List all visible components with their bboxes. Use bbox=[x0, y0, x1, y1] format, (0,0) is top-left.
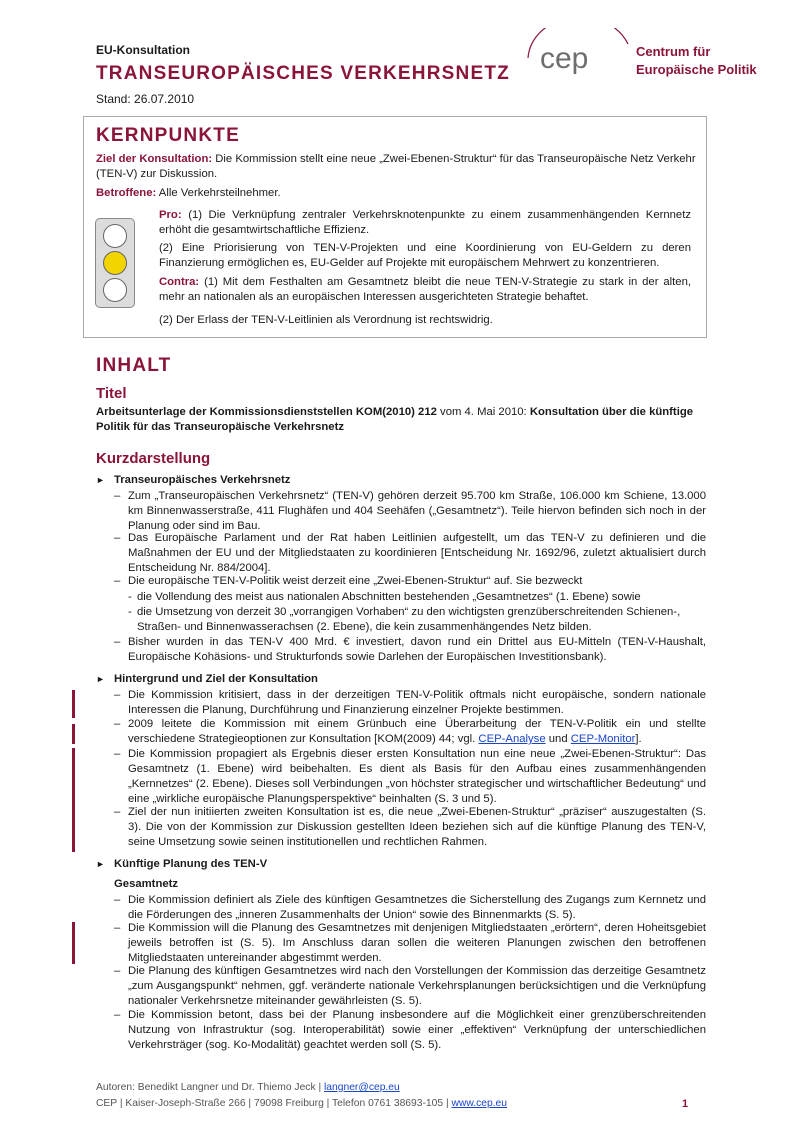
list-item: – Die Kommission betont, dass bei der Planung insbesondere auf die Möglichkeit einer grenzüberschreitenden Nutzung von Infrastruktur (sog. Interoperabilität) sowie einer „effektiven“ Verknüpfung der unterschiedlichen Verkehrsträger (sog. Ko-Modalität) geachtet werden soll (S. 5). bbox=[114, 1009, 706, 1051]
list-item-text: Die Kommission definiert als Ziele des künftigen Gesamtnetzes die Sicherstellung des Zugangs zum Kernnetz und die Förderungen des „inneren Zusammenhalts der Union“ sowie des Binnenmarkts (S. 5). bbox=[128, 894, 706, 921]
bullet-arrow-icon: ► bbox=[96, 859, 105, 869]
sub-list-item: - die Umsetzung von derzeit 30 „vorrangigen Vorhaben“ zu den wichtigsten grenzüberschreitenden Schienen-, Straßen- und Binnenwasserachsen (2. Ebene), die kein zusammenhängendes Netz bilden. bbox=[128, 605, 706, 635]
sub-list-item: - die Vollendung des meist aus nationalen Abschnitten bestehenden „Gesamtnetzes“ (1. Ebene) sowie bbox=[128, 590, 706, 605]
bullet-arrow-icon: ► bbox=[96, 475, 105, 485]
list-item: – Die Kommission definiert als Ziele des künftigen Gesamtnetzes die Sicherstellung des Zugangs zum Kernnetz und die Förderungen des „inneren Zusammenhalts der Union“ sowie des Binnenmarkts (S. 5). bbox=[114, 894, 706, 921]
footer-authors-text: Autoren: Benedikt Langner und Dr. Thiemo Jeck | bbox=[96, 1082, 325, 1093]
list-item: – 2009 leitete die Kommission mit einem Grünbuch eine Überarbeitung der TEN-V-Politik ein und stellte verschiedene Strategieoptionen zur Konsultation [KOM(2009) 44; vgl. CEP-Analyse und CEP-Monitor]. bbox=[114, 718, 706, 745]
kurzdarstellung-heading: Kurzdarstellung bbox=[96, 450, 211, 467]
contra-1-text: (1) Mit dem Festhalten am Gesamtnetz bleibt die neue TEN-V-Strategie zu stark in der alten, mehr an nationalen als an europäischen Interessen ausgerichteten Strategie behaftet. bbox=[159, 276, 691, 303]
pro-1-text: (1) Die Verknüpfung zentraler Verkehrsknotenpunkte zu einem zusammenhängenden Kernnetz erhöht die gesamtwirtschaftliche Effizienz. bbox=[159, 209, 692, 236]
inhalt-heading: INHALT bbox=[96, 355, 172, 376]
list-item: – Zum „Transeuropäischen Verkehrsnetz“ (TEN-V) gehören derzeit 95.700 km Straße, 106.000 km Schiene, 13.000 km Binnenwasserstraße, 411 Flughäfen und 404 Seehäfen („Gesamtnetz“). Teile hiervon befinden sich noch in der Planung oder sind im Bau. bbox=[114, 490, 706, 532]
list-item: – Die Planung des künftigen Gesamtnetzes wird nach den Vorstellungen der Kommission das derzeitige Gesamtnetz „zum Ausgangspunkt“ nehmen, ggf. veränderte nationale Verkehrsplanungen berücksichtigen und die Verknüpfung nationaler Verkehrsnetze miteinander gewährleisten (S. 5). bbox=[114, 965, 706, 1007]
list-item-text-part: ]. bbox=[635, 733, 642, 745]
author-email-link[interactable]: langner@cep.eu bbox=[324, 1082, 400, 1093]
footer-address-text: CEP | Kaiser-Joseph-Straße 266 | 79098 Freiburg | Telefon 0761 38693-105 | bbox=[96, 1098, 452, 1109]
header-kind: EU-Konsultation bbox=[96, 43, 190, 57]
list-item-text: Die Kommission will die Planung des Gesamtnetzes mit denjenigen Mitgliedstaaten „erörtern“, deren Hoheitsgebiet jeweils betroffen ist (S. 5). Im Anschluss daran sollen die weiteren Planungen zwischen den betroffenen Mitgliedstaaten untereinander abgestimmt werden. bbox=[128, 922, 706, 964]
sub-list-item-text: die Umsetzung von derzeit 30 „vorrangigen Vorhaben“ zu den wichtigsten grenzüberschreitenden Schienen-, Straßen- und Binnenwasserachsen (2. Ebene), die kein zusammenhängendes Netz bilden. bbox=[137, 606, 681, 633]
list-item: – Die Kommission will die Planung des Gesamtnetzes mit denjenigen Mitgliedstaaten „erörtern“, deren Hoheitsgebiet jeweils betroffen ist (S. 5). Im Anschluss daran sollen die weiteren Planungen zwischen den betroffenen Mitgliedstaaten untereinander abgestimmt werden. bbox=[114, 922, 706, 964]
document-date: Stand: 26.07.2010 bbox=[96, 92, 195, 106]
kernpunkte-heading: KERNPUNKTE bbox=[96, 125, 240, 146]
contra-1 bbox=[159, 275, 691, 305]
ziel-paragraph bbox=[96, 152, 696, 182]
bullet-arrow-icon: ► bbox=[96, 674, 105, 684]
list-item-text: Die Kommission propagiert als Ergebnis dieser ersten Konsultation nun eine neue „Zwei-Ebenen-Struktur“: Das Gesamtnetz (1. Ebene) wird beibehalten. Es dient als Basis für den Aufbau eines zusammenhängenden „Kernnetzes“ (2. Ebene). Dieses soll Verbindungen „von höchster strategischer und wirtschaftlicher Bedeutung“ und eine „wirkliche europäische Planungsperspektive“ beinhalten (S. 3 und 5). bbox=[128, 748, 706, 805]
change-marker bbox=[72, 724, 75, 744]
change-marker bbox=[72, 808, 75, 852]
footer-address bbox=[96, 1098, 507, 1109]
list-item: – Das Europäische Parlament und der Rat haben Leitlinien aufgestellt, um das TEN-V zu definieren und die Maßnahmen der EU und der Mitgliedstaaten zu koordinieren [Entscheidung Nr. 1692/96, zuletzt aktualisiert durch Entscheidung Nr. 884/2004]. bbox=[114, 532, 706, 574]
section-1-heading bbox=[96, 474, 290, 486]
ziel-text: Die Kommission stellt eine neue „Zwei-Ebenen-Struktur“ für das Transeuropäische Netz Verkehr (TEN-V) zur Diskussion. bbox=[96, 153, 696, 180]
pro-label: Pro: bbox=[159, 209, 182, 221]
section-3-heading bbox=[96, 858, 267, 870]
change-marker bbox=[72, 748, 75, 808]
lamp-bottom-icon bbox=[103, 278, 127, 302]
lamp-top-icon bbox=[103, 224, 127, 248]
betroffene-label: Betroffene: bbox=[96, 187, 157, 199]
list-item-text: Die Planung des künftigen Gesamtnetzes wird nach den Vorstellungen der Kommission das derzeitige Gesamtnetz „zum Ausgangspunkt“ nehmen, ggf. veränderte nationale Verkehrsplanungen berücksichtigen und die Verknüpfung nationaler Verkehrsnetze miteinander gewährleisten (S. 5). bbox=[128, 965, 706, 1007]
list-item-text: Die Kommission betont, dass bei der Planung insbesondere auf die Möglichkeit einer grenzüberschreitenden Nutzung von Infrastruktur (sog. Interoperabilität) sowie einer „effektiven“ Verknüpfung der unterschiedlichen Verkehrsträger (sog. Ko-Modalität) geachtet werden soll (S. 5). bbox=[128, 1009, 706, 1051]
section-2-heading bbox=[96, 673, 318, 685]
list-item: – Ziel der nun initiierten zweiten Konsultation ist es, die neue „Zwei-Ebenen-Struktur“ „präziser“ auszugestalten (S. 3). Die von der Kommission zur Diskussion gestellten Ideen beziehen sich auf die künftige Planung des TEN-V, seine Umsetzung sowie seinen institutionellen und rechtlichen Rahmen. bbox=[114, 806, 706, 848]
list-item-text-part: und bbox=[545, 733, 571, 745]
pro-2: (2) Eine Priorisierung von TEN-V-Projekten und eine Koordinierung von EU-Geldern zu deren Finanzierung ermöglichen es, EU-Gelder auf Projekte mit europäischem Mehrwert zu konzentrieren. bbox=[159, 242, 691, 269]
contra-label: Contra: bbox=[159, 276, 200, 288]
list-item-text: Die Kommission kritisiert, dass in der derzeitigen TEN-V-Politik oftmals nicht europäische, sondern nationale Interessen die Planung, Durchführung und Finanzierung einzelner Projekte bestimmen. bbox=[128, 689, 706, 716]
org-name bbox=[636, 43, 757, 79]
org-name-line1: Centrum für bbox=[636, 44, 711, 59]
list-item-text-part: 2009 leitete die Kommission mit einem Grünbuch eine Überarbeitung der TEN-V-Politik ein und stellte verschiedene Strategieoptionen zur Konsultation [KOM(2009) 44; vgl. bbox=[128, 718, 706, 745]
list-item: – Bisher wurden in das TEN-V 400 Mrd. € investiert, davon rund ein Drittel aus EU-Mitteln (TEN-V-Haushalt, Europäische Kohäsions- und Strukturfonds sowie Darlehen der Europäischen Investitionsbank). bbox=[114, 636, 706, 663]
section-2-title: Hintergrund und Ziel der Konsultation bbox=[114, 673, 318, 685]
traffic-light-icon bbox=[95, 218, 135, 308]
section-3-title: Künftige Planung des TEN-V bbox=[114, 858, 268, 870]
list-item: – Die europäische TEN-V-Politik weist derzeit eine „Zwei-Ebenen-Struktur“ auf. Sie bezweckt bbox=[114, 574, 706, 589]
change-marker bbox=[72, 690, 75, 718]
change-marker bbox=[72, 922, 75, 964]
titel-part-b: vom 4. Mai 2010: bbox=[436, 406, 530, 418]
list-item-text: Ziel der nun initiierten zweiten Konsultation ist es, die neue „Zwei-Ebenen-Struktur“ „präziser“ auszugestalten (S. 3). Die von der Kommission zur Diskussion gestellten Ideen beziehen sich auf die künftige Planung des TEN-V, seine Umsetzung sowie seinen institutionellen und rechtlichen Rahmen. bbox=[128, 806, 706, 848]
list-item-text bbox=[128, 717, 706, 747]
titel-text bbox=[96, 405, 706, 435]
list-item-text: Bisher wurden in das TEN-V 400 Mrd. € investiert, davon rund ein Drittel aus EU-Mitteln (TEN-V-Haushalt, Europäische Kohäsions- und Strukturfonds sowie Darlehen der Europäischen Investitionsbank). bbox=[128, 636, 706, 663]
list-item-text: Zum „Transeuropäischen Verkehrsnetz“ (TEN-V) gehören derzeit 95.700 km Straße, 106.000 km Schiene, 13.000 km Binnenwasserstraße, 411 Flughäfen und 404 Seehäfen („Gesamtnetz“). Teile hiervon befinden sich noch in der Planung oder sind im Bau. bbox=[128, 490, 706, 532]
sub-list-item-text: die Vollendung des meist aus nationalen Abschnitten bestehenden „Gesamtnetzes“ (1. Ebene) sowie bbox=[137, 591, 641, 603]
website-link[interactable]: www.cep.eu bbox=[451, 1098, 508, 1109]
logo-wordmark: cep bbox=[540, 42, 589, 75]
page-number: 1 bbox=[682, 1098, 689, 1110]
list-item: – Die Kommission kritisiert, dass in der derzeitigen TEN-V-Politik oftmals nicht europäische, sondern nationale Interessen die Planung, Durchführung und Finanzierung einzelner Projekte bestimmen. bbox=[114, 689, 706, 716]
list-item-text: Das Europäische Parlament und der Rat haben Leitlinien aufgestellt, um das TEN-V zu definieren und die Maßnahmen der EU und der Mitgliedstaaten zu koordinieren [Entscheidung Nr. 1692/96, zuletzt aktualisiert durch Entscheidung Nr. 884/2004]. bbox=[128, 532, 706, 574]
cep-analyse-link[interactable]: CEP-Analyse bbox=[478, 733, 546, 745]
betroffene-text: Alle Verkehrsteilnehmer. bbox=[158, 187, 281, 199]
pro-1 bbox=[159, 208, 691, 238]
gesamtnetz-heading: Gesamtnetz bbox=[114, 878, 179, 890]
betroffene-paragraph bbox=[96, 186, 696, 201]
cep-logo bbox=[520, 28, 635, 84]
titel-part-a: Arbeitsunterlage der Kommissionsdienststellen KOM(2010) 212 bbox=[96, 406, 437, 418]
ziel-label: Ziel der Konsultation: bbox=[96, 153, 213, 165]
contra-2: (2) Der Erlass der TEN-V-Leitlinien als Verordnung ist rechtswidrig. bbox=[159, 314, 493, 326]
lamp-middle-yellow-icon bbox=[103, 251, 127, 275]
list-item: – Die Kommission propagiert als Ergebnis dieser ersten Konsultation nun eine neue „Zwei-Ebenen-Struktur“: Das Gesamtnetz (1. Ebene) wird beibehalten. Es dient als Basis für den Aufbau eines zusammenhängenden „Kernnetzes“ (2. Ebene). Dieses soll Verbindungen „von höchster strategischer und wirtschaftlicher Bedeutung“ und eine „wirkliche europäische Planungsperspektive“ beinhalten (S. 3 und 5). bbox=[114, 748, 706, 805]
document-title: TRANSEUROPÄISCHES VERKEHRSNETZ bbox=[96, 63, 510, 84]
titel-heading: Titel bbox=[96, 385, 127, 402]
footer-authors bbox=[96, 1082, 400, 1093]
org-name-line2: Europäische Politik bbox=[636, 62, 757, 77]
list-item-text: Die europäische TEN-V-Politik weist derzeit eine „Zwei-Ebenen-Struktur“ auf. Sie bezweckt bbox=[128, 575, 583, 587]
section-1-title: Transeuropäisches Verkehrsnetz bbox=[114, 474, 291, 486]
cep-monitor-link[interactable]: CEP-Monitor bbox=[570, 733, 636, 745]
titel-part-c: Konsultation über die künftige Politik für das Transeuropäische Verkehrsnetz bbox=[96, 406, 694, 433]
